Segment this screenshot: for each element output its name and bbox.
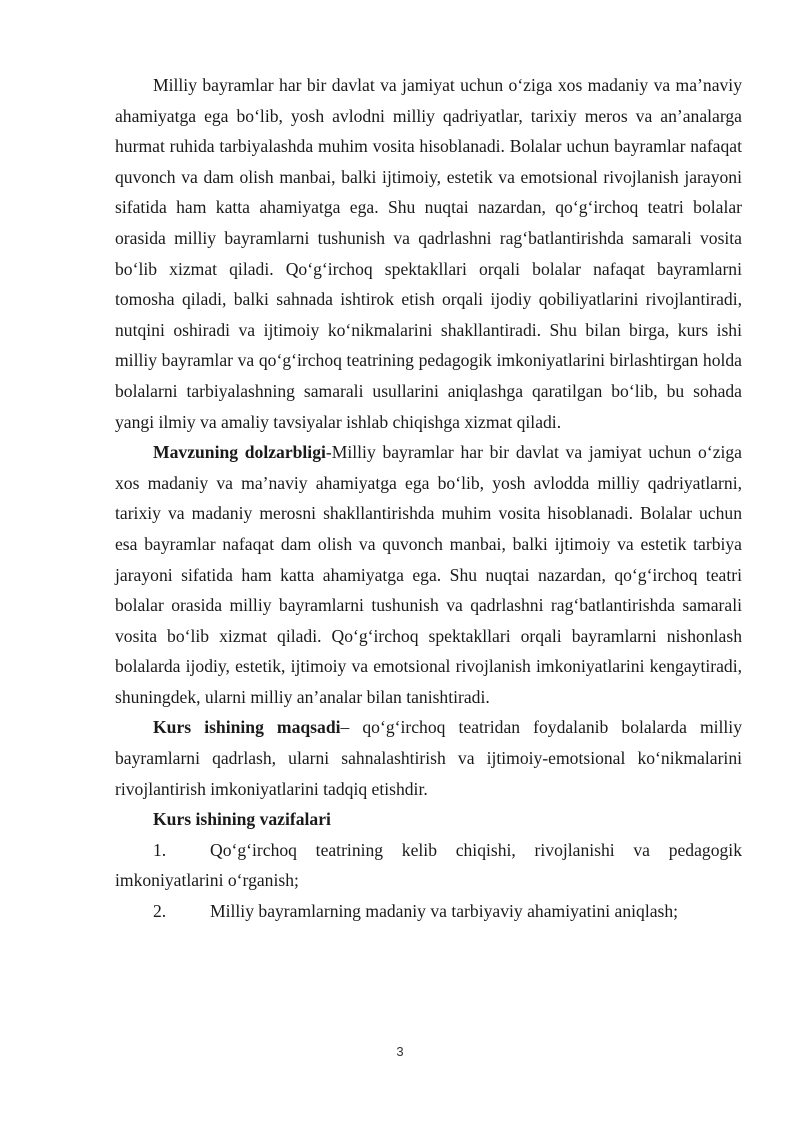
relevance-text: -Milliy bayramlar har bir davlat va jamiyat uchun o‘ziga xos madaniy va ma’naviy ahamiyatga ega bo‘lib, yosh avlodda milliy qadriyatlarni, tarixiy va madaniy merosni shakllantirishda muhim vosita hisoblanadi. Bolalar uchun esa bayramlar nafaqat dam olish va quvonch manbai, balki ijtimoiy va estetik tarbiya jarayoni sifatida ham katta ahamiyatga ega. Shu nuqtai nazardan, qo‘g‘irchoq teatri bolalar orasida milliy bayramlarni tushunish va qadrlashni rag‘batlantirishda samarali vosita bo‘lib xizmat qiladi. Qo‘g‘irchoq spektakllari orqali bayramlarni nishonlash bolalarda ijodiy, estetik, ijtimoiy va emotsional rivojlanish imkoniyatlarini kengaytiradi, shuningdek, ularni milliy an’analar bilan tanishtiradi. bbox=[115, 442, 742, 707]
task-text: Milliy bayramlarning madaniy va tarbiyaviy ahamiyatini aniqlash; bbox=[210, 901, 679, 922]
task-item-2 bbox=[115, 896, 742, 927]
relevance-label: Mavzuning dolzarbligi bbox=[153, 442, 326, 463]
intro-paragraph: Milliy bayramlar har bir davlat va jamiyat uchun o‘ziga xos madaniy va ma’naviy ahamiyatga ega bo‘lib, yosh avlodni milliy qadriyatlar, tarixiy meros va an’analarga hurmat ruhida tarbiyalashda muhim vosita hisoblanadi. Bolalar uchun bayramlar nafaqat quvonch va dam olish manbai, balki ijtimoiy, estetik va emotsional rivojlanish jarayoni sifatida ham katta ahamiyatga ega. Shu nuqtai nazardan, qo‘g‘irchoq teatri bolalar orasida milliy bayramlarni tushunish va qadrlashni rag‘batlantirishda samarali vosita bo‘lib xizmat qiladi. Qo‘g‘irchoq spektakllari orqali bolalar nafaqat bayramlarni tomosha qiladi, balki sahnada ishtirok etish orqali ijodiy qobiliyatlarini rivojlantiradi, nutqini oshiradi va ijtimoiy ko‘nikmalarini shakllantiradi. Shu bilan birga, kurs ishi milliy bayramlar va qo‘g‘irchoq teatrining pedagogik imkoniyatlarini birlashtirgan holda bolalarni tarbiyalashning samarali usullarini aniqlashga qaratilgan bo‘lib, bu sohada yangi ilmiy va amaliy tavsiyalar ishlab chiqishga xizmat qiladi. bbox=[115, 75, 742, 432]
relevance-paragraph bbox=[115, 437, 742, 712]
task-text: Qo‘g‘irchoq teatrining kelib chiqishi, rivojlanishi va pedagogik imkoniyatlarini o‘rganish; bbox=[115, 839, 742, 891]
task-item-1 bbox=[115, 835, 742, 896]
task-number: 1. bbox=[153, 839, 167, 860]
tasks-heading: Kurs ishining vazifalari bbox=[153, 809, 331, 830]
document-page bbox=[115, 70, 742, 927]
page-number: 3 bbox=[396, 1044, 404, 1059]
goal-paragraph bbox=[115, 712, 742, 804]
goal-text: – qo‘g‘irchoq teatridan foydalanib bolalarda milliy bayramlarni qadrlash, ularni sahnalashtirish va ijtimoiy-emotsional ko‘nikmalarini rivojlantirish imkoniyatlarini tadqiq etishdir. bbox=[115, 717, 742, 799]
goal-label: Kurs ishining maqsadi bbox=[153, 717, 341, 738]
task-number: 2. bbox=[153, 901, 167, 922]
